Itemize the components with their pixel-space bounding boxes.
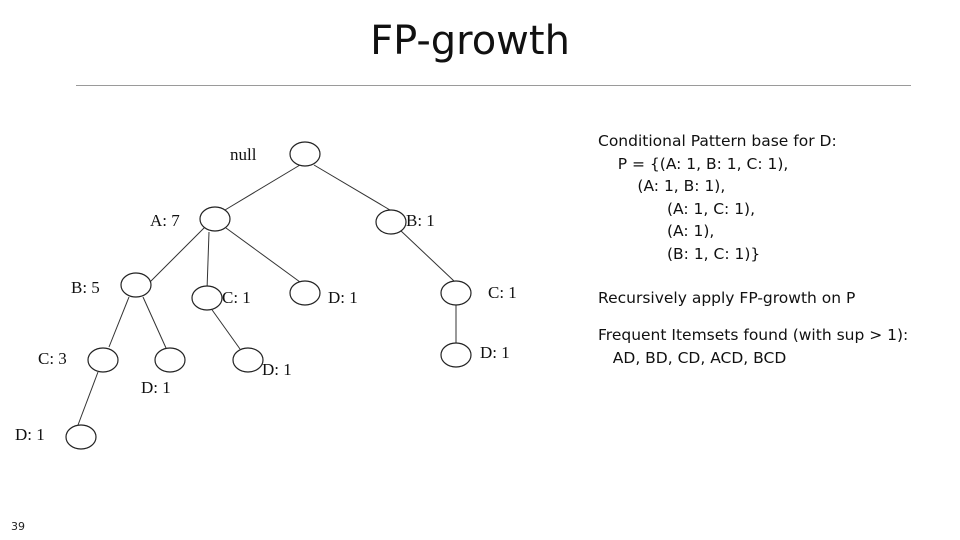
node-b1 (376, 210, 406, 234)
node-d1-right (441, 343, 471, 367)
frequent-itemsets-indent (598, 349, 613, 367)
label-d1-bottom: D: 1 (15, 425, 45, 444)
cpb-line (598, 155, 618, 173)
node-a7 (200, 207, 230, 231)
cpb-line-2: (A: 1, B: 1), (637, 177, 726, 195)
cpb-line (598, 200, 667, 218)
cpb-line (598, 222, 667, 240)
node-d1-bottom (66, 425, 96, 449)
edge-a7-b5 (150, 227, 205, 282)
label-c1-right: C: 1 (488, 283, 517, 302)
label-b5: B: 5 (71, 278, 100, 297)
edge-null-a7 (225, 165, 300, 210)
node-c3 (88, 348, 118, 372)
slide-title: FP-growth (370, 18, 570, 64)
label-c1-left: C: 1 (222, 288, 251, 307)
frequent-itemsets-list: AD, BD, CD, ACD, BCD (612, 348, 787, 367)
cpb-line-4: (A: 1), (666, 222, 715, 240)
label-d1-right: D: 1 (480, 343, 510, 362)
cpb-line (598, 245, 667, 263)
edge-a7-d1 (226, 228, 300, 282)
edge-c3-d1 (78, 372, 98, 425)
conditional-pattern-base (598, 130, 837, 265)
edge-b1-c1 (400, 230, 454, 281)
frequent-itemsets (598, 324, 908, 369)
label-b1: B: 1 (406, 211, 435, 230)
edge-b5-c3 (109, 297, 129, 347)
node-null (290, 142, 320, 166)
label-d1-under-b5: D: 1 (141, 378, 171, 397)
node-b5 (121, 273, 151, 297)
recursive-note: Recursively apply FP-growth on P (598, 289, 856, 307)
edge-c1-d1-left (210, 307, 240, 349)
cpb-line-5: (B: 1, C: 1)} (666, 244, 761, 263)
edge-a7-c1 (207, 232, 209, 290)
cpb-line-3: (A: 1, C: 1), (666, 199, 756, 218)
cpb-heading: Conditional Pattern base for D: (598, 132, 837, 150)
label-null: null (230, 145, 257, 164)
cpb-line-1: P = {(A: 1, B: 1, C: 1), (617, 154, 789, 173)
label-a7: A: 7 (150, 211, 180, 230)
node-d1-under-c1 (233, 348, 263, 372)
node-d1-middle (290, 281, 320, 305)
node-c1-left (192, 286, 222, 310)
edge-null-b1 (314, 165, 390, 210)
node-d1-under-b5 (155, 348, 185, 372)
node-c1-right (441, 281, 471, 305)
label-d1-middle: D: 1 (328, 288, 358, 307)
frequent-itemsets-heading: Frequent Itemsets found (with sup > 1): (598, 326, 909, 344)
cpb-line (598, 177, 637, 195)
edge-b5-d1 (143, 297, 166, 348)
page-number: 39 (11, 520, 25, 533)
label-c3: C: 3 (38, 349, 67, 368)
label-d1-under-c1: D: 1 (262, 360, 292, 379)
